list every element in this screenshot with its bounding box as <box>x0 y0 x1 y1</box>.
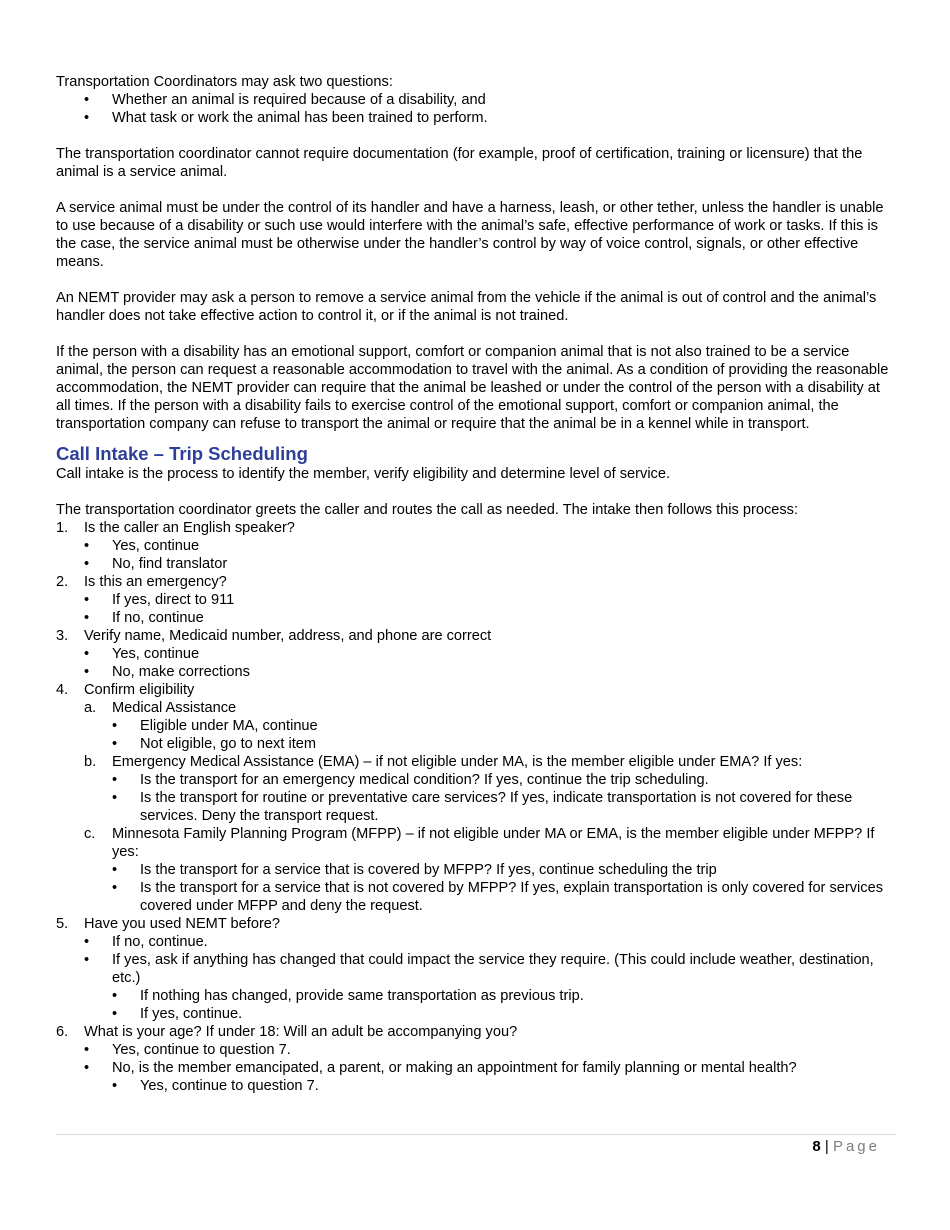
step-4: 4. Confirm eligibility <box>56 682 195 698</box>
paragraph-emotional-support: If the person with a disability has an emotional support, comfort or companion animal that is not also trained to be a service animal, the person can request a reasonable accommodation to travel with the animal. As a condition of providing the reasonable accommodation, the NEMT provider can require that the animal be leashed or under the control of the person with a disability at all times. If the person with a disability fails to exercise control of the emotional support, comfort or companion animal, the transportation company can refuse to transport the animal or require that the animal be in a kennel while in transport. <box>56 344 889 432</box>
step-4b: b. Emergency Medical Assistance (EMA) – if not eligible under MA, is the member eligible under EMA? If yes: <box>84 754 803 770</box>
page-number <box>812 1138 880 1155</box>
list-item: • No, is the member emancipated, a parent, or making an appointment for family planning or mental health? <box>56 1059 896 1077</box>
step-text: Is this an emergency? <box>84 574 227 590</box>
step-5-options <box>56 933 896 987</box>
step-6-suboptions <box>56 1077 896 1095</box>
list-item: • Eligible under MA, continue <box>56 717 896 735</box>
step-text: Have you used NEMT before? <box>84 916 281 932</box>
list-item: • If no, continue <box>56 609 896 627</box>
step-5-suboptions <box>56 987 896 1023</box>
list-item: • Yes, continue <box>56 537 896 555</box>
step-3-options <box>56 645 896 681</box>
step-text: What is your age? If under 18: Will an adult be accompanying you? <box>84 1024 518 1040</box>
step-text: Is the caller an English speaker? <box>84 520 295 536</box>
step-1: 1. Is the caller an English speaker? <box>56 520 295 536</box>
list-item: • Is the transport for routine or preventative care services? If yes, indicate transportation is not covered for these services. Deny the transport request. <box>56 789 896 825</box>
list-item: • What task or work the animal has been trained to perform. <box>56 109 896 127</box>
substep-text: Medical Assistance <box>112 700 237 716</box>
substep-text: Minnesota Family Planning Program (MFPP) – if not eligible under MA or EMA, is the member eligible under MFPP? If yes: <box>112 826 875 860</box>
section-heading: Call Intake – Trip Scheduling <box>56 443 308 464</box>
step-4b-options <box>56 771 896 825</box>
step-6-options <box>56 1041 896 1077</box>
step-4a-options <box>56 717 896 753</box>
step-4c: c. Minnesota Family Planning Program (MFPP) – if not eligible under MA or EMA, is the member eligible under MFPP? If yes: <box>84 826 875 860</box>
page-number-value: 8 <box>812 1138 821 1155</box>
list-item: • If yes, ask if anything has changed that could impact the service they require. (This could include weather, destination, etc.) <box>56 951 896 987</box>
list-item: • Whether an animal is required because of a disability, and <box>56 91 896 109</box>
step-2: 2. Is this an emergency? <box>56 574 227 590</box>
list-item: • Yes, continue to question 7. <box>56 1041 896 1059</box>
substep-text: Emergency Medical Assistance (EMA) – if not eligible under MA, is the member eligible under EMA? If yes: <box>112 754 803 770</box>
step-4a: a. Medical Assistance <box>84 700 237 716</box>
page-content <box>56 73 896 1095</box>
list-item: • Not eligible, go to next item <box>56 735 896 753</box>
intro-text: Transportation Coordinators may ask two questions: <box>56 74 393 90</box>
paragraph-removal: An NEMT provider may ask a person to remove a service animal from the vehicle if the animal is out of control and the animal’s handler does not take effective action to control it, or if the animal is not trained. <box>56 290 877 324</box>
list-item: • No, find translator <box>56 555 896 573</box>
step-text: Confirm eligibility <box>84 682 195 698</box>
step-2-options <box>56 591 896 627</box>
list-item: • If yes, direct to 911 <box>56 591 896 609</box>
list-item: • Is the transport for an emergency medical condition? If yes, continue the trip scheduling. <box>56 771 896 789</box>
list-item: • If no, continue. <box>56 933 896 951</box>
list-item: • Yes, continue <box>56 645 896 663</box>
step-text: Verify name, Medicaid number, address, and phone are correct <box>84 628 492 644</box>
paragraph-documentation: The transportation coordinator cannot require documentation (for example, proof of certification, training or licensure) that the animal is a service animal. <box>56 146 863 180</box>
list-item: • If nothing has changed, provide same transportation as previous trip. <box>56 987 896 1005</box>
list-item: • Is the transport for a service that is covered by MFPP? If yes, continue scheduling the trip <box>56 861 896 879</box>
paragraph-control: A service animal must be under the control of its handler and have a harness, leash, or other tether, unless the handler is unable to use because of a disability or such use would interfere with the animal’s safe, effective performance of work or tasks. If this is the case, the service animal must be otherwise under the handler’s control by way of voice control, signals, or other effective means. <box>56 200 884 270</box>
intro-bullet-list <box>56 91 896 127</box>
page-separator: | <box>824 1138 829 1155</box>
section-intro-process: The transportation coordinator greets the caller and routes the call as needed. The intake then follows this process: <box>56 502 799 518</box>
page-label: Page <box>832 1138 880 1155</box>
page-footer <box>56 1134 896 1155</box>
list-item: • If yes, continue. <box>56 1005 896 1023</box>
step-6: 6. What is your age? If under 18: Will an adult be accompanying you? <box>56 1024 518 1040</box>
list-item: • Is the transport for a service that is not covered by MFPP? If yes, explain transportation is only covered for services covered under MFPP and deny the request. <box>56 879 896 915</box>
step-5: 5. Have you used NEMT before? <box>56 916 281 932</box>
step-4c-options <box>56 861 896 915</box>
list-item: • No, make corrections <box>56 663 896 681</box>
step-3: 3. Verify name, Medicaid number, address, and phone are correct <box>56 628 492 644</box>
list-item: • Yes, continue to question 7. <box>56 1077 896 1095</box>
section-intro: Call intake is the process to identify the member, verify eligibility and determine level of service. <box>56 466 671 482</box>
step-1-options <box>56 537 896 573</box>
